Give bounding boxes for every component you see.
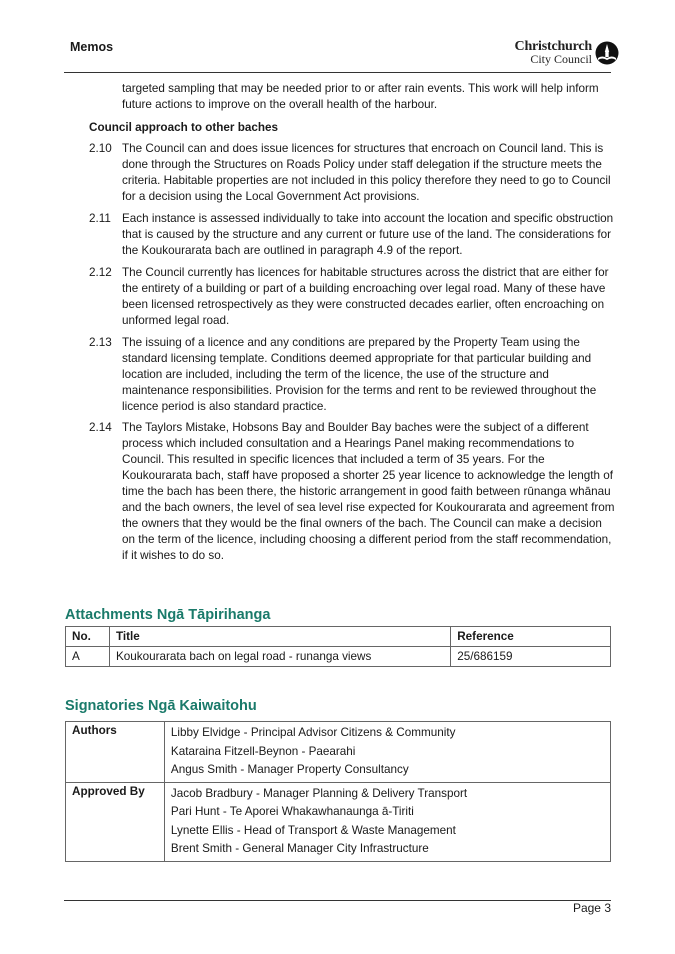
column-header-title: Title bbox=[109, 627, 450, 647]
table-header-row bbox=[66, 627, 611, 647]
signatory-name: Jacob Bradbury - Manager Planning & Delivery Transport bbox=[170, 786, 468, 800]
paragraph-text: The Taylors Mistake, Hobsons Bay and Boulder Bay baches were the subject of a different process which included consultation and a Hearings Panel making recommendations to Council. This resulted in specific licences that included a term of 35 years. For the Koukourarata bach, staff have proposed a shorter 25 year licence to acknowledge the length of time the bach has been there, the historic arrangement in good faith between rūnanga whānau and the bach owners, the level of sea level rise expected for Koukourarata and agreement from the owners that they would be the final owners of the bach. The Council can make a decision on the term of the licence, including choosing a different period from the staff recommendation, if it wishes to do so. bbox=[122, 421, 615, 562]
signatory-name: Kataraina Fitzell-Beynon - Paearahi bbox=[170, 744, 356, 758]
paragraph-2-11 bbox=[89, 211, 615, 259]
paragraph-number: 2.11 bbox=[89, 212, 111, 225]
paragraph-2-14 bbox=[89, 420, 615, 564]
signatory-name: Lynette Ellis - Head of Transport & Waste Management bbox=[170, 823, 456, 837]
signatory-name: Brent Smith - General Manager City Infrastructure bbox=[170, 842, 429, 855]
paragraph-2-13 bbox=[89, 335, 615, 415]
paragraph-number: 2.13 bbox=[89, 336, 112, 349]
column-header-no: No. bbox=[66, 627, 110, 647]
signatory-group-label: Authors bbox=[66, 722, 165, 783]
signatory-group-label: Approved By bbox=[66, 782, 165, 861]
paragraph-text: The Council can and does issue licences for structures that encroach on Council land. This is done through the Structures on Roads Policy under staff delegation if the structure meets the criteria. Habitable properties are not included in this policy therefore they need to go to Council for a decision using the Local Government Act provisions. bbox=[122, 142, 611, 203]
table-row bbox=[66, 722, 611, 783]
council-logo bbox=[515, 41, 619, 65]
logo-line-2: City Council bbox=[530, 52, 592, 66]
cathedral-logo-icon bbox=[595, 41, 619, 65]
signatory-name: Libby Elvidge - Principal Advisor Citizens & Community bbox=[170, 726, 456, 739]
paragraph-2-12 bbox=[89, 265, 615, 329]
attachment-title: Koukourarata bach on legal road - runanga views bbox=[109, 647, 450, 667]
logo-line-1: Christchurch bbox=[514, 39, 592, 54]
signatories-table bbox=[65, 721, 611, 862]
paragraph-number: 2.14 bbox=[89, 421, 112, 434]
paragraph-number: 2.12 bbox=[89, 266, 112, 279]
signatory-names bbox=[164, 782, 610, 861]
attachment-reference: 25/686159 bbox=[451, 647, 611, 667]
signatory-name: Pari Hunt - Te Aporei Whakawhanaunga ā-Tiriti bbox=[170, 805, 414, 818]
column-header-reference: Reference bbox=[451, 627, 611, 647]
attachments-table bbox=[65, 626, 611, 667]
signatories-heading: Signatories Ngā Kaiwaitohu bbox=[65, 698, 257, 714]
paragraph-2-10 bbox=[89, 141, 615, 205]
page-number: Page 3 bbox=[572, 901, 611, 915]
signatory-name: Angus Smith - Manager Property Consultancy bbox=[170, 763, 409, 776]
paragraph-text: Each instance is assessed individually to take into account the location and specific obstruction that is caused by the structure and any current or future use of the land. The considerations for the Koukourarata bach are outlined in paragraph 4.9 of the report. bbox=[122, 212, 614, 257]
table-row bbox=[66, 647, 611, 667]
section-subheading: Council approach to other baches bbox=[89, 121, 278, 134]
document-section-title: Memos bbox=[70, 40, 114, 54]
signatory-names bbox=[164, 722, 610, 783]
continuation-paragraph: targeted sampling that may be needed prior to or after rain events. This work will help inform future actions to improve on the overall health of the harbour. bbox=[122, 82, 599, 111]
attachments-heading: Attachments Ngā Tāpirihanga bbox=[65, 607, 271, 623]
footer-divider bbox=[64, 900, 611, 901]
attachment-no: A bbox=[66, 647, 110, 667]
paragraph-text: The issuing of a licence and any conditions are prepared by the Property Team using the standard licensing template. Conditions deemed appropriate for that particular building and location are included, including the term of the licence, the use of the structure and maintenance responsibilities. Provision for the terms and rent to be reviewed throughout the licence period is also standard practice. bbox=[122, 336, 597, 413]
table-row bbox=[66, 782, 611, 861]
paragraph-number: 2.10 bbox=[89, 142, 112, 155]
header-divider bbox=[64, 72, 611, 73]
paragraph-text: The Council currently has licences for habitable structures across the district that are either for the entirety of a building or part of a building encroaching over legal road. Many of these have been licensed retrospectively as they were constructed decades earlier, often encroaching on unformed legal road. bbox=[122, 266, 609, 327]
